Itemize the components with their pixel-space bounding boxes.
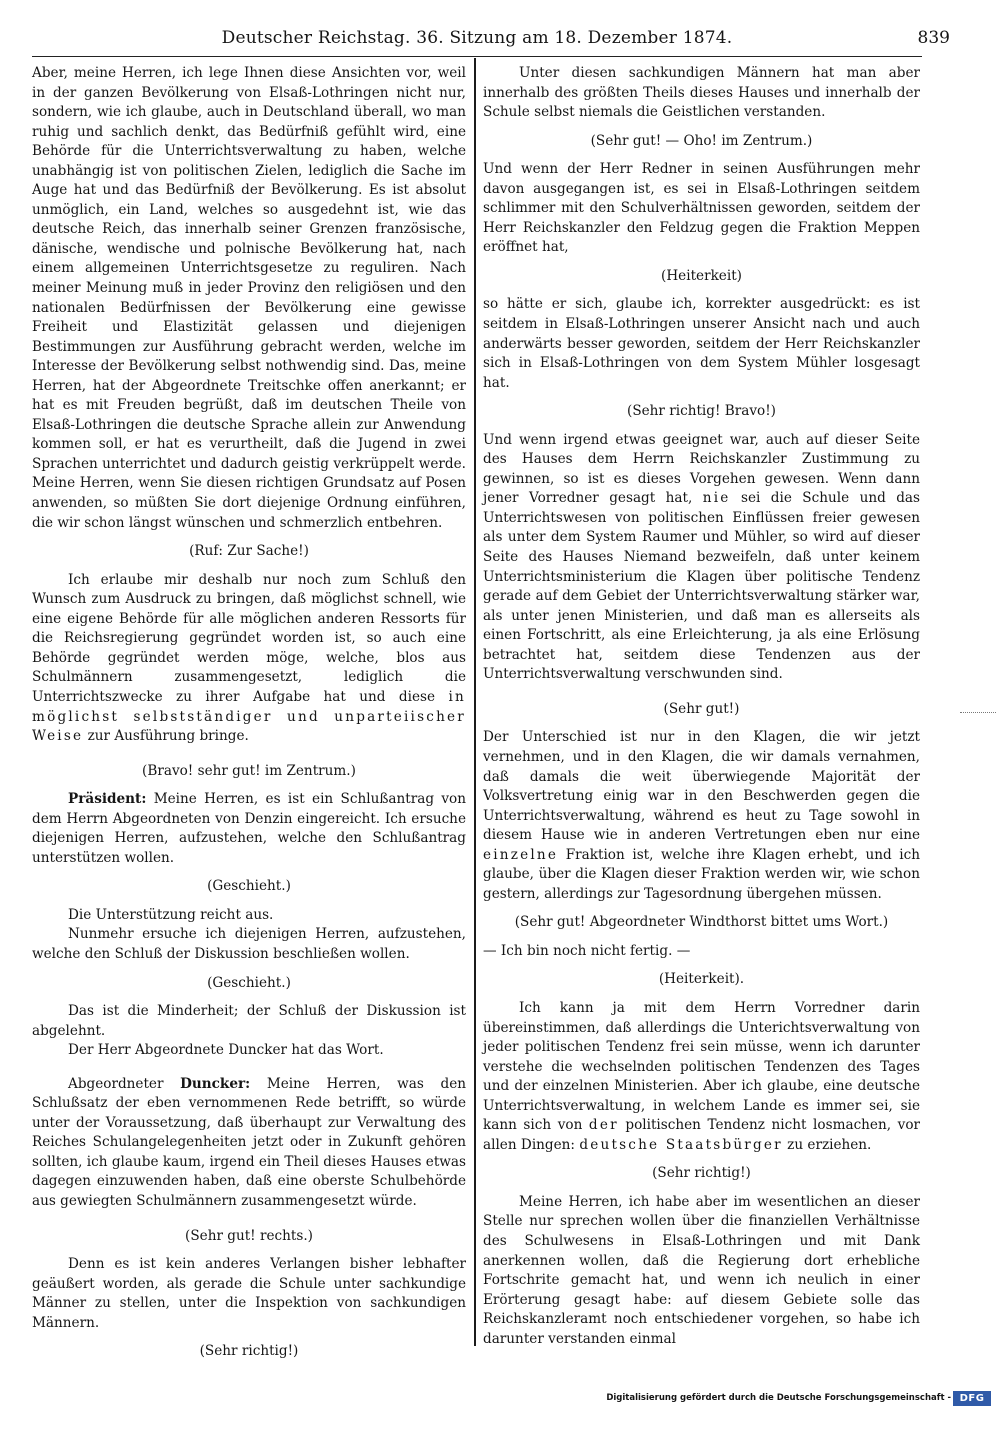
interjection: (Sehr gut! — Oho! im Zentrum.) [590,132,813,149]
paragraph: Und wenn irgend etwas geeignet war, auch auf dieser Seite des Hauses dem Herrn Reichskanzler Zustimmung zu gewinnen, so ist es dieses Vorgehen gewesen. Wenn dann jener Vorredner gesagt hat, nie sei die Schule und das Unterrichtswesen von politischen Einflüssen freier gewesen als unter dem System Raumer und Mühler, so wird auf dieser Seite des Hauses Niemand bezweifeln, daß unter keinem Unterrichtsministerium die Klagen über politische Tendenz gerade auf dem Gebiet der Unterrichtsverwaltung stärker war, als unter jenen Ministerien, und daß man es allerseits als einen Fortschritt, als eine Erleichterung, ja als eine Erlösung betrachtet hat, seitdem diese Tendenzen aus der Unterrichtsverwaltung verschwunden sind. [483,431,921,683]
interjection: (Bravo! sehr gut! im Zentrum.) [142,762,356,779]
interjection: (Sehr gut! rechts.) [185,1227,313,1244]
interjection: (Geschieht.) [207,974,291,991]
interjection: (Ruf: Zur Sache!) [189,543,309,560]
emphasis-text: deutsche Staatsbürger [579,1136,783,1153]
paragraph: Und wenn der Herr Redner in seinen Ausführungen mehr davon ausgegangen ist, es sei in Elsaß-Lothringen seitdem schlimmer mit den Schulverhältnissen geworden, seitdem der Herr Reichskanzler den Feldzug gegen die Fraktion Meppen eröffnet hat, [483,161,920,256]
emphasis-text: in möglichst selbstständiger und unparteiischer Weise [32,688,466,745]
speaker-name: Duncker: [180,1075,251,1092]
paragraph: Die Unterstützung reicht aus. [68,906,274,923]
interjection: (Geschieht.) [207,878,291,895]
right-column [483,64,920,1349]
header-title: Deutscher Reichstag. 36. Sitzung am 18. Dezember 1874. [221,28,733,48]
emphasis-text: nie [702,490,731,507]
interjection: (Sehr gut! Abgeordneter Windthorst bittet ums Wort.) [514,914,889,931]
paragraph: Der Herr Abgeordnete Duncker hat das Wort. [68,1042,384,1059]
footer [606,1390,995,1408]
interjection: (Sehr gut!) [663,700,740,717]
scan-edge-mark [960,712,996,714]
paragraph: Nunmehr ersuche ich diejenigen Herren, aufzustehen, welche den Schluß der Diskussion beschließen wollen. [32,926,466,962]
emphasis-text: der [588,1117,619,1134]
emphasis-text: einzelne [483,846,559,863]
interjection: (Sehr richtig! Bravo!) [627,403,776,420]
paragraph: Unter diesen sachkundigen Männern hat man aber innerhalb des größten Theils dieses Hauses und innerhalb der Schule selbst niemals die Geistlichen verstanden. [483,65,920,121]
page-header [32,28,950,57]
paragraph: Ich erlaube mir deshalb nur noch zum Schluß den Wunsch zum Ausdruck zu bringen, daß möglichst schnell, wie eine eigene Behörde für alle möglichen anderen Ressorts für die Reichsregierung gegründet worden ist, so auch eine Behörde gegründet werden möge, welche, blos aus Schulmännern zusammengesetzt, lediglich die Unterrichtszwecke zu ihrer Aufgabe hat und diese in möglichst selbstständiger und unparteiischer Weise zur Ausführung bringe. [32,571,466,745]
speaker-name: Präsident: [68,791,147,808]
paragraph: Meine Herren, ich habe aber im wesentlichen an dieser Stelle nur sprechen wollen über die finanziellen Verhältnisse des Schulwesens in Elsaß-Lothringen und mit Dank anerkennen wollen, daß die Regierung dort erhebliche Fortschrite gemacht hat, und wenn ich neulich in einer Erörterung gesagt habe: auf diesem Gebiete solle das Reichskanzleramt noch entschiedener vorgehen, so habe ich darunter verstanden einmal [483,1193,920,1347]
paragraph: Aber, meine Herren, ich lege Ihnen diese Ansichten vor, weil in der ganzen Bevölkerung von Elsaß-Lothringen nicht nur, sondern, wie ich glaube, auch in Deutschland überall, wo man ruhig und sachlich denkt, das Bedürfniß gefühlt wird, eine Behörde für die Unterrichtsverwaltung zu haben, welche unabhängig ist von politischen Zielen, lediglich die Sache im Auge hat und das Bedürfniß der Bevölkerung. Es ist absolut unmöglich, ein Land, welches so ausgedehnt ist, wie das deutsche Reich, das innerhalb seiner Grenzen französische, dänische, wendische und polnische Bevölkerung hat, nach einem allgemeinen Unterrichtsgesetze zu reguliren. Nach meiner Meinung muß in jeder Provinz den religiösen und den nationalen Bedürfnissen der Bevölkerung eine gewisse Freiheit und Elastizität gelassen und diejenigen Bestimmungen zur Ausführung gebracht werden, welche im Interesse der Bevölkerung selbst nothwendig sind. Das, meine Herren, hat der Abgeordnete Treitschke offen anerkannt; er hat es mit Freuden begrüßt, daß im deutschen Theile von Elsaß-Lothringen die deutsche Sprache allein zur Anwendung kommen soll, er hat es verurtheilt, daß die Jugend in zwei Sprachen unterrichtet und dadurch geistig verkrüppelt werde. Meine Herren, wenn Sie diesen richtigen Grundsatz auf Posen anwenden, so müßten Sie dort diejenige Ordnung einführen, die wir schon längst wünschen und schmerzlich entbehren. [32,65,466,531]
dfg-logo: DFG [953,1391,991,1406]
paragraph: Das ist die Minderheit; der Schluß der Diskussion ist abgelehnt. [32,1003,466,1039]
paragraph: Abgeordneter Duncker: Meine Herren, was den Schlußsatz der eben vernommenen Rede betrifft, so würde unter der Voraussetzung, daß überhaupt zur Verwaltung des Reiches Schulangelegenheiten jetzt oder in Zukunft gehören sollten, ich glaube kaum, irgend ein Theil dieses Hauses etwas dagegen einzuwenden haben, daß eine oberste Schulbehörde aus gewiegten Schulmännern zusammengesetzt würde. [32,1075,467,1209]
column-divider [474,58,476,1346]
paragraph: — Ich bin noch nicht fertig. — [483,942,691,959]
interjection: (Heiterkeit). [658,971,745,988]
interjection: (Heiterkeit) [661,267,742,284]
left-column [32,64,466,1371]
interjection: (Sehr richtig!) [652,1165,751,1182]
paragraph: so hätte er sich, glaube ich, korrekter ausgedrückt: es ist seitdem in Elsaß-Lothringen unserer Ansicht nach und auch anderwärts besser geworden, seitdem der Herr Reichskanzler sich in Elsaß-Lothringen von dem System Mühler losgesagt hat. [483,296,920,391]
footer-credit: Digitalisierung gefördert durch die Deutsche Forschungsgemeinschaft - [606,1393,951,1403]
paragraph: Der Unterschied ist nur in den Klagen, die wir jetzt vernehmen, und in den Klagen, die wir damals vernahmen, daß damals die weit überwiegende Majorität der Volksvertretung einig war in den Beschwerden gegen die Unterrichtsverwaltung, während es heut zu Tage sowohl in diesem Hause wie in anderen Vertretungen eben nur eine einzelne Fraktion ist, welche ihre Klagen erhebt, und ich glaube, über die Klagen dieser Fraktion werden wir, wie schon gestern, allerdings zur Tagesordnung übergehen müssen. [483,729,921,902]
paragraph: Denn es ist kein anderes Verlangen bisher lebhafter geäußert worden, als gerade die Schule unter sachkundige Männer zu stellen, unter die Inspektion von sachkundigen Männern. [32,1256,466,1331]
page-number: 839 [917,28,950,48]
interjection: (Sehr richtig!) [199,1343,299,1360]
paragraph: Präsident: Meine Herren, es ist ein Schlußantrag von dem Herrn Abgeordneten von Denzin eingereicht. Ich ersuche diejenigen Herren, aufzustehen, welche den Schlußantrag unterstützen wollen. [32,791,466,866]
paragraph: Ich kann ja mit dem Herrn Vorredner darin übereinstimmen, daß allerdings die Unterichtsverwaltung von jeder politischen Tendenz frei sein müsse, wenn ich darunter verstehe die wechselnden politischen Tendenzen des Tages und der einzelnen Ministerien. Aber ich glaube, eine deutsche Unterrichtsverwaltung, in welchem Lande es immer sei, sie kann sich von der politischen Tendenz nicht losmachen, vor allen Dingen: deutsche Staatsbürger zu erziehen. [483,999,920,1153]
